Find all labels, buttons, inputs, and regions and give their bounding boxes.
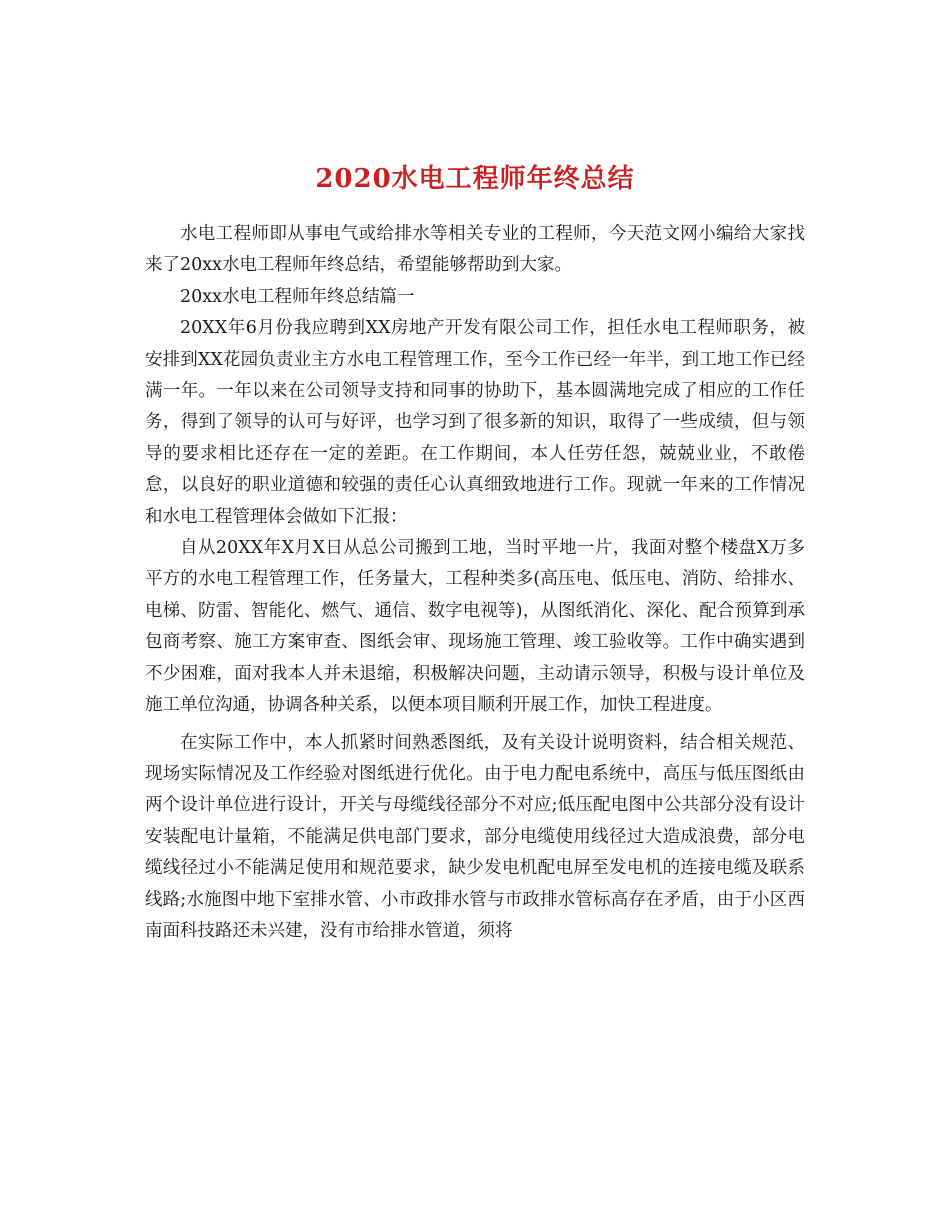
document-title: 2020水电工程师年终总结 (315, 164, 635, 195)
section-heading: 20xx水电工程师年终总结篇一 (180, 286, 415, 307)
paragraph-1: 20XX年6月份我应聘到XX房地产开发有限公司工作，担任水电工程师职务，被安排到XX花园负责业主方水电工程管理工作，至今工作已经一年半，到工地工作已经满一年。一年以来在公司领导支持和同事的协助下，基本圆满地完成了相应的工作任务，得到了领导的认可与好评，也学习到了很多新的知识，取得了一些成绩，但与领导的要求相比还存在一定的差距。在工作期间，本人任劳任怨，兢兢业业，不敢倦怠，以良好的职业道德和较强的责任心认真细致地进行工作。现就一年来的工作情况和水电工程管理体会做如下汇报： (145, 318, 805, 527)
document-body (145, 219, 805, 947)
paragraph-3: 在实际工作中，本人抓紧时间熟悉图纸，及有关设计说明资料，结合相关规范、现场实际情况及工作经验对图纸进行优化。由于电力配电系统中，高压与低压图纸由两个设计单位进行设计，开关与母缆线径部分不对应;低压配电图中公共部分没有设计安装配电计量箱，不能满足供电部门要求，部分电缆使用线径过大造成浪费，部分电缆线径过小不能满足使用和规范要求，缺少发电机配电屏至发电机的连接电缆及联系线路;水施图中地下室排水管、小市政排水管与市政排水管标高存在矛盾，由于小区西南面科技路还未兴建，没有市给排水管道，须将 (145, 732, 805, 941)
paragraph-2: 自从20XX年X月X日从总公司搬到工地，当时平地一片，我面对整个楼盘X万多平方的水电工程管理工作，任务量大，工程种类多(高压电、低压电、消防、给排水、电梯、防雷、智能化、燃气、通信、数字电视等)，从图纸消化、深化、配合预算到承包商考察、施工方案审查、图纸会审、现场施工管理、竣工验收等。工作中确实遇到不少困难，面对我本人并未退缩，积极解决问题，主动请示领导，积极与设计单位及施工单位沟通，协调各种关系，以便本项目顺利开展工作，加快工程进度。 (145, 538, 805, 716)
paragraph-intro: 水电工程师即从事电气或给排水等相关专业的工程师，今天范文网小编给大家找来了20xx水电工程师年终总结，希望能够帮助到大家。 (145, 224, 805, 276)
